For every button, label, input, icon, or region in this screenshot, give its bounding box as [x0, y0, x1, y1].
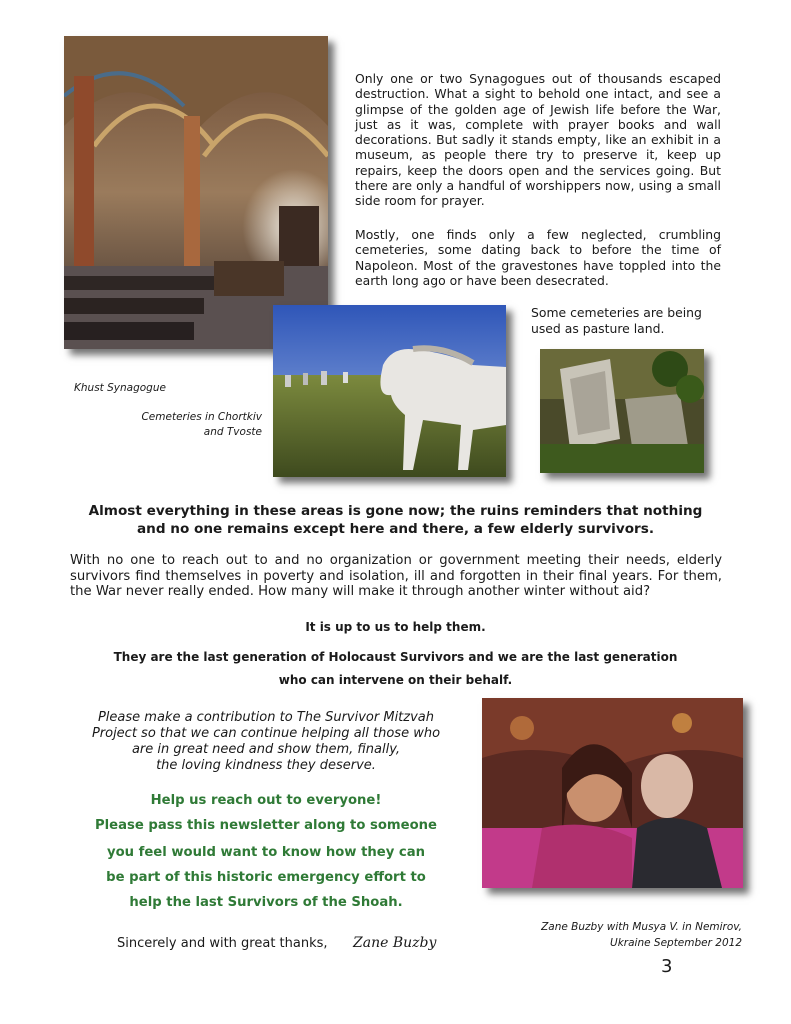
last-generation-line1: They are the last generation of Holocaust Survivors and we are the last generation — [113, 650, 678, 664]
signature: Zane Buzby — [353, 935, 437, 951]
last-generation-line2: who can intervene on their behalf. — [278, 673, 513, 687]
portrait-caption-line2: Ukraine September 2012 — [610, 937, 742, 949]
pasture-caption: Some cemeteries are being used as pasture land. — [531, 305, 702, 336]
page-number: 3 — [661, 956, 673, 977]
synagogue-photo — [64, 36, 328, 349]
intro-paragraph-1: Only one or two Synagogues out of thousands escaped destruction. What a sight to behold one intact, and see a glimpse of the golden age of Jewish life before the War, just as it was, complete with prayer books and wall decorations. But sadly it stands empty, like an exhibit in a museum, as people there try to preserve it, keep up repairs, keep the doors open and the services going. But there are only a handful of worshippers now, using a small side room for prayer. — [355, 71, 721, 209]
khust-caption: Khust Synagogue — [74, 382, 166, 394]
green-line-2: Please pass this newsletter along to someone — [94, 818, 437, 833]
green-line-3: you feel would want to know how they can — [106, 845, 426, 860]
appeal-line2: Project so that we can continue helping all those who — [91, 726, 441, 741]
cemeteries-caption-line2: and Tvoste — [203, 426, 262, 438]
appeal-line1: Please make a contribution to The Survivor Mitzvah — [97, 710, 435, 725]
horse-photo — [273, 305, 506, 477]
green-line-4: be part of this historic emergency effort to — [106, 870, 426, 885]
appeal-line3: are in great need and show them, finally, — [131, 742, 401, 757]
body-paragraph: With no one to reach out to and no organization or government meeting their needs, elderly survivors find themselves in poverty and isolation, ill and forgotten in their final years. For them, the War never really ended. How many will make it through another winter without aid? — [70, 553, 722, 600]
appeal-line4: the loving kindness they deserve. — [156, 758, 376, 773]
portrait-caption-line1: Zane Buzby with Musya V. in Nemirov, — [541, 921, 742, 933]
headline-line1: Almost everything in these areas is gone now; the ruins reminders that nothing — [88, 503, 703, 519]
green-line-5: help the last Survivors of the Shoah. — [129, 895, 403, 910]
portrait-photo — [482, 698, 743, 888]
closing-text: Sincerely and with great thanks, — [117, 936, 328, 951]
gravestones-photo — [540, 349, 704, 473]
intro-paragraph-2: Mostly, one finds only a few neglected, crumbling cemeteries, some dating back to before the time of Napoleon. Most of the gravestones have toppled into the earth long ago or have been desecrated. — [355, 227, 721, 288]
help-line: It is up to us to help them. — [305, 620, 486, 634]
headline-line2: and no one remains except here and there, a few elderly survivors. — [136, 521, 655, 537]
green-line-1: Help us reach out to everyone! — [150, 793, 382, 808]
cemeteries-caption-line1: Cemeteries in Chortkiv — [141, 411, 262, 423]
